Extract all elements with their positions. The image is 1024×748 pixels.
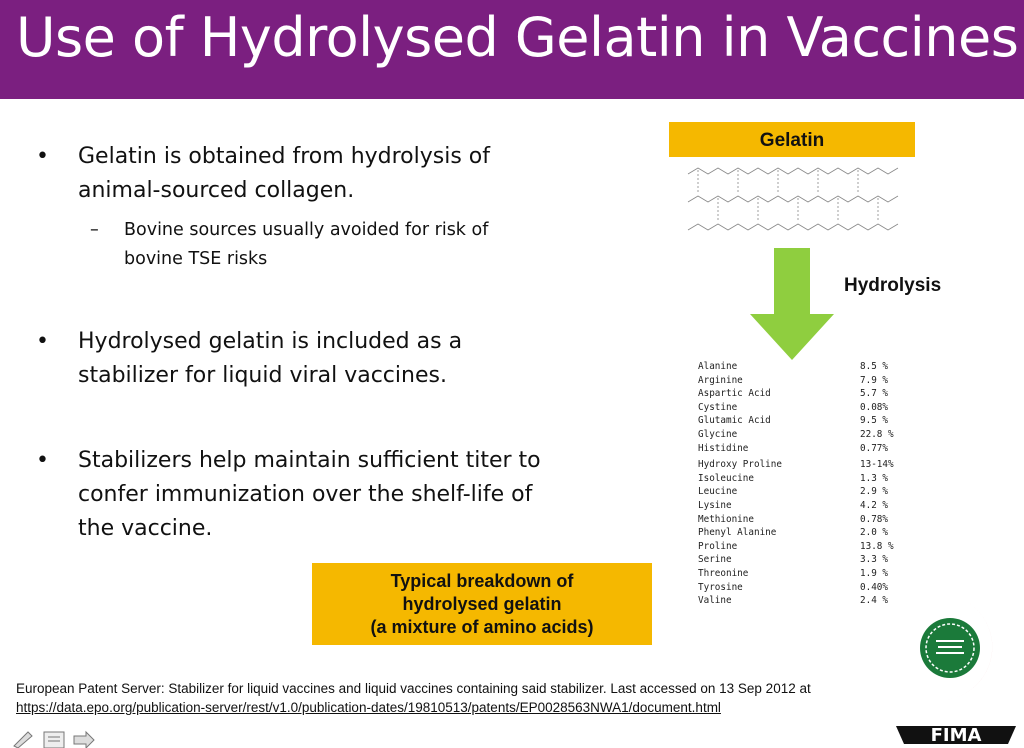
amino-acid-name: Phenyl Alanine xyxy=(698,527,777,539)
amino-acid-name: Isoleucine xyxy=(698,472,754,484)
gelatin-molecule-diagram xyxy=(686,160,902,246)
amino-acid-row xyxy=(698,527,894,541)
slide-toolbar xyxy=(10,728,102,748)
amino-acid-percentage: 0.78% xyxy=(860,513,888,525)
amino-acid-row xyxy=(698,595,894,609)
next-slide-icon[interactable] xyxy=(70,728,98,748)
amino-acid-row xyxy=(698,473,894,487)
amino-acid-row xyxy=(698,541,894,555)
amino-acid-row xyxy=(698,582,894,596)
hydrolysis-label: Hydrolysis xyxy=(844,275,942,296)
amino-acid-percentage: 1.9 % xyxy=(860,567,888,579)
amino-acid-row xyxy=(698,402,894,416)
bullet-text: Hydrolysed gelatin is included as a stabilizer for liquid viral vaccines. xyxy=(78,329,463,388)
amino-acid-name: Glycine xyxy=(698,428,738,440)
gelatin-label-box: Gelatin xyxy=(669,122,915,157)
amino-acid-row xyxy=(698,388,894,402)
amino-acid-row xyxy=(698,443,894,457)
amino-acid-percentage: 2.4 % xyxy=(860,595,888,607)
breakdown-caption-line: (a mixture of amino acids) xyxy=(370,616,594,637)
amino-acid-row xyxy=(698,514,894,528)
amino-acid-name: Proline xyxy=(698,540,738,552)
amino-acid-percentage: 2.9 % xyxy=(860,486,888,498)
amino-acid-name: Tyrosine xyxy=(698,581,743,593)
title-bar xyxy=(0,0,1024,99)
pen-icon[interactable] xyxy=(10,728,38,748)
amino-acid-name: Cystine xyxy=(698,401,738,413)
amino-acid-name: Alanine xyxy=(698,361,738,372)
amino-acid-name: Arginine xyxy=(698,374,743,386)
amino-acid-row xyxy=(698,375,894,389)
reference-link[interactable]: https://data.epo.org/publication-server/rest/v1.0/publication-dates/19810513/patents/EP0028563NWA1/document.html xyxy=(16,700,721,715)
reference-note xyxy=(16,679,846,717)
amino-acid-row xyxy=(698,486,894,500)
breakdown-caption-line: Typical breakdown of xyxy=(390,570,574,591)
amino-acid-percentage: 1.3 % xyxy=(860,472,888,484)
amino-acid-percentage: 13-14% xyxy=(860,459,894,471)
fima-logo xyxy=(892,598,1020,744)
amino-acid-name: Threonine xyxy=(698,567,749,579)
amino-acid-row xyxy=(698,361,894,375)
amino-acid-name: Serine xyxy=(698,554,732,566)
amino-acid-percentage: 5.7 % xyxy=(860,388,888,400)
amino-acid-name: Aspartic Acid xyxy=(698,388,771,400)
bullet-text: Stabilizers help maintain sufficient titer to confer immunization over the shelf-life of the vaccine. xyxy=(78,448,541,541)
amino-acid-row xyxy=(698,459,894,473)
bullet-symbol: • xyxy=(36,144,49,169)
amino-acid-row xyxy=(698,429,894,443)
amino-acid-row xyxy=(698,415,894,429)
amino-acid-name: Histidine xyxy=(698,442,749,454)
bullet-text: Gelatin is obtained from hydrolysis of animal-sourced collagen. xyxy=(78,144,491,203)
amino-acid-percentage: 0.77% xyxy=(860,442,888,454)
breakdown-caption-box xyxy=(312,563,652,645)
amino-acid-name: Methionine xyxy=(698,513,754,525)
amino-acid-row xyxy=(698,568,894,582)
bullet-symbol: • xyxy=(36,448,49,473)
amino-acid-row xyxy=(698,500,894,514)
amino-acid-percentage: 8.5 % xyxy=(860,361,888,372)
sub-bullet-text: Bovine sources usually avoided for risk of bovine TSE risks xyxy=(124,220,489,269)
breakdown-caption-line: hydrolysed gelatin xyxy=(402,593,562,614)
amino-acid-percentage: 0.08% xyxy=(860,401,888,413)
hydrolysis-arrow xyxy=(748,248,836,360)
notes-icon[interactable] xyxy=(40,728,68,748)
amino-acid-percentage: 2.0 % xyxy=(860,527,888,539)
reference-text: European Patent Server: Stabilizer for liquid vaccines and liquid vaccines containing said stabilizer. Last accessed on 13 Sep 2012 at xyxy=(16,681,811,696)
amino-acid-name: Leucine xyxy=(698,486,738,498)
amino-acid-row xyxy=(698,554,894,568)
amino-acid-percentage: 3.3 % xyxy=(860,554,888,566)
amino-acid-percentage: 22.8 % xyxy=(860,428,894,440)
slide-title: Use of Hydrolysed Gelatin in Vaccines xyxy=(16,6,1019,69)
bullet-symbol: • xyxy=(36,329,49,354)
amino-acid-percentage: 0.40% xyxy=(860,581,888,593)
amino-acid-name: Glutamic Acid xyxy=(698,415,771,427)
amino-acid-name: Valine xyxy=(698,595,732,607)
dash-symbol: – xyxy=(90,220,99,240)
amino-acid-name: Lysine xyxy=(698,499,732,511)
amino-acid-name: Hydroxy Proline xyxy=(698,459,782,471)
logo-text: FIMA xyxy=(930,725,982,744)
amino-acid-percentage: 7.9 % xyxy=(860,374,888,386)
amino-acid-percentage: 4.2 % xyxy=(860,499,888,511)
amino-acid-table xyxy=(698,361,894,609)
amino-acid-percentage: 13.8 % xyxy=(860,540,894,552)
amino-acid-percentage: 9.5 % xyxy=(860,415,888,427)
